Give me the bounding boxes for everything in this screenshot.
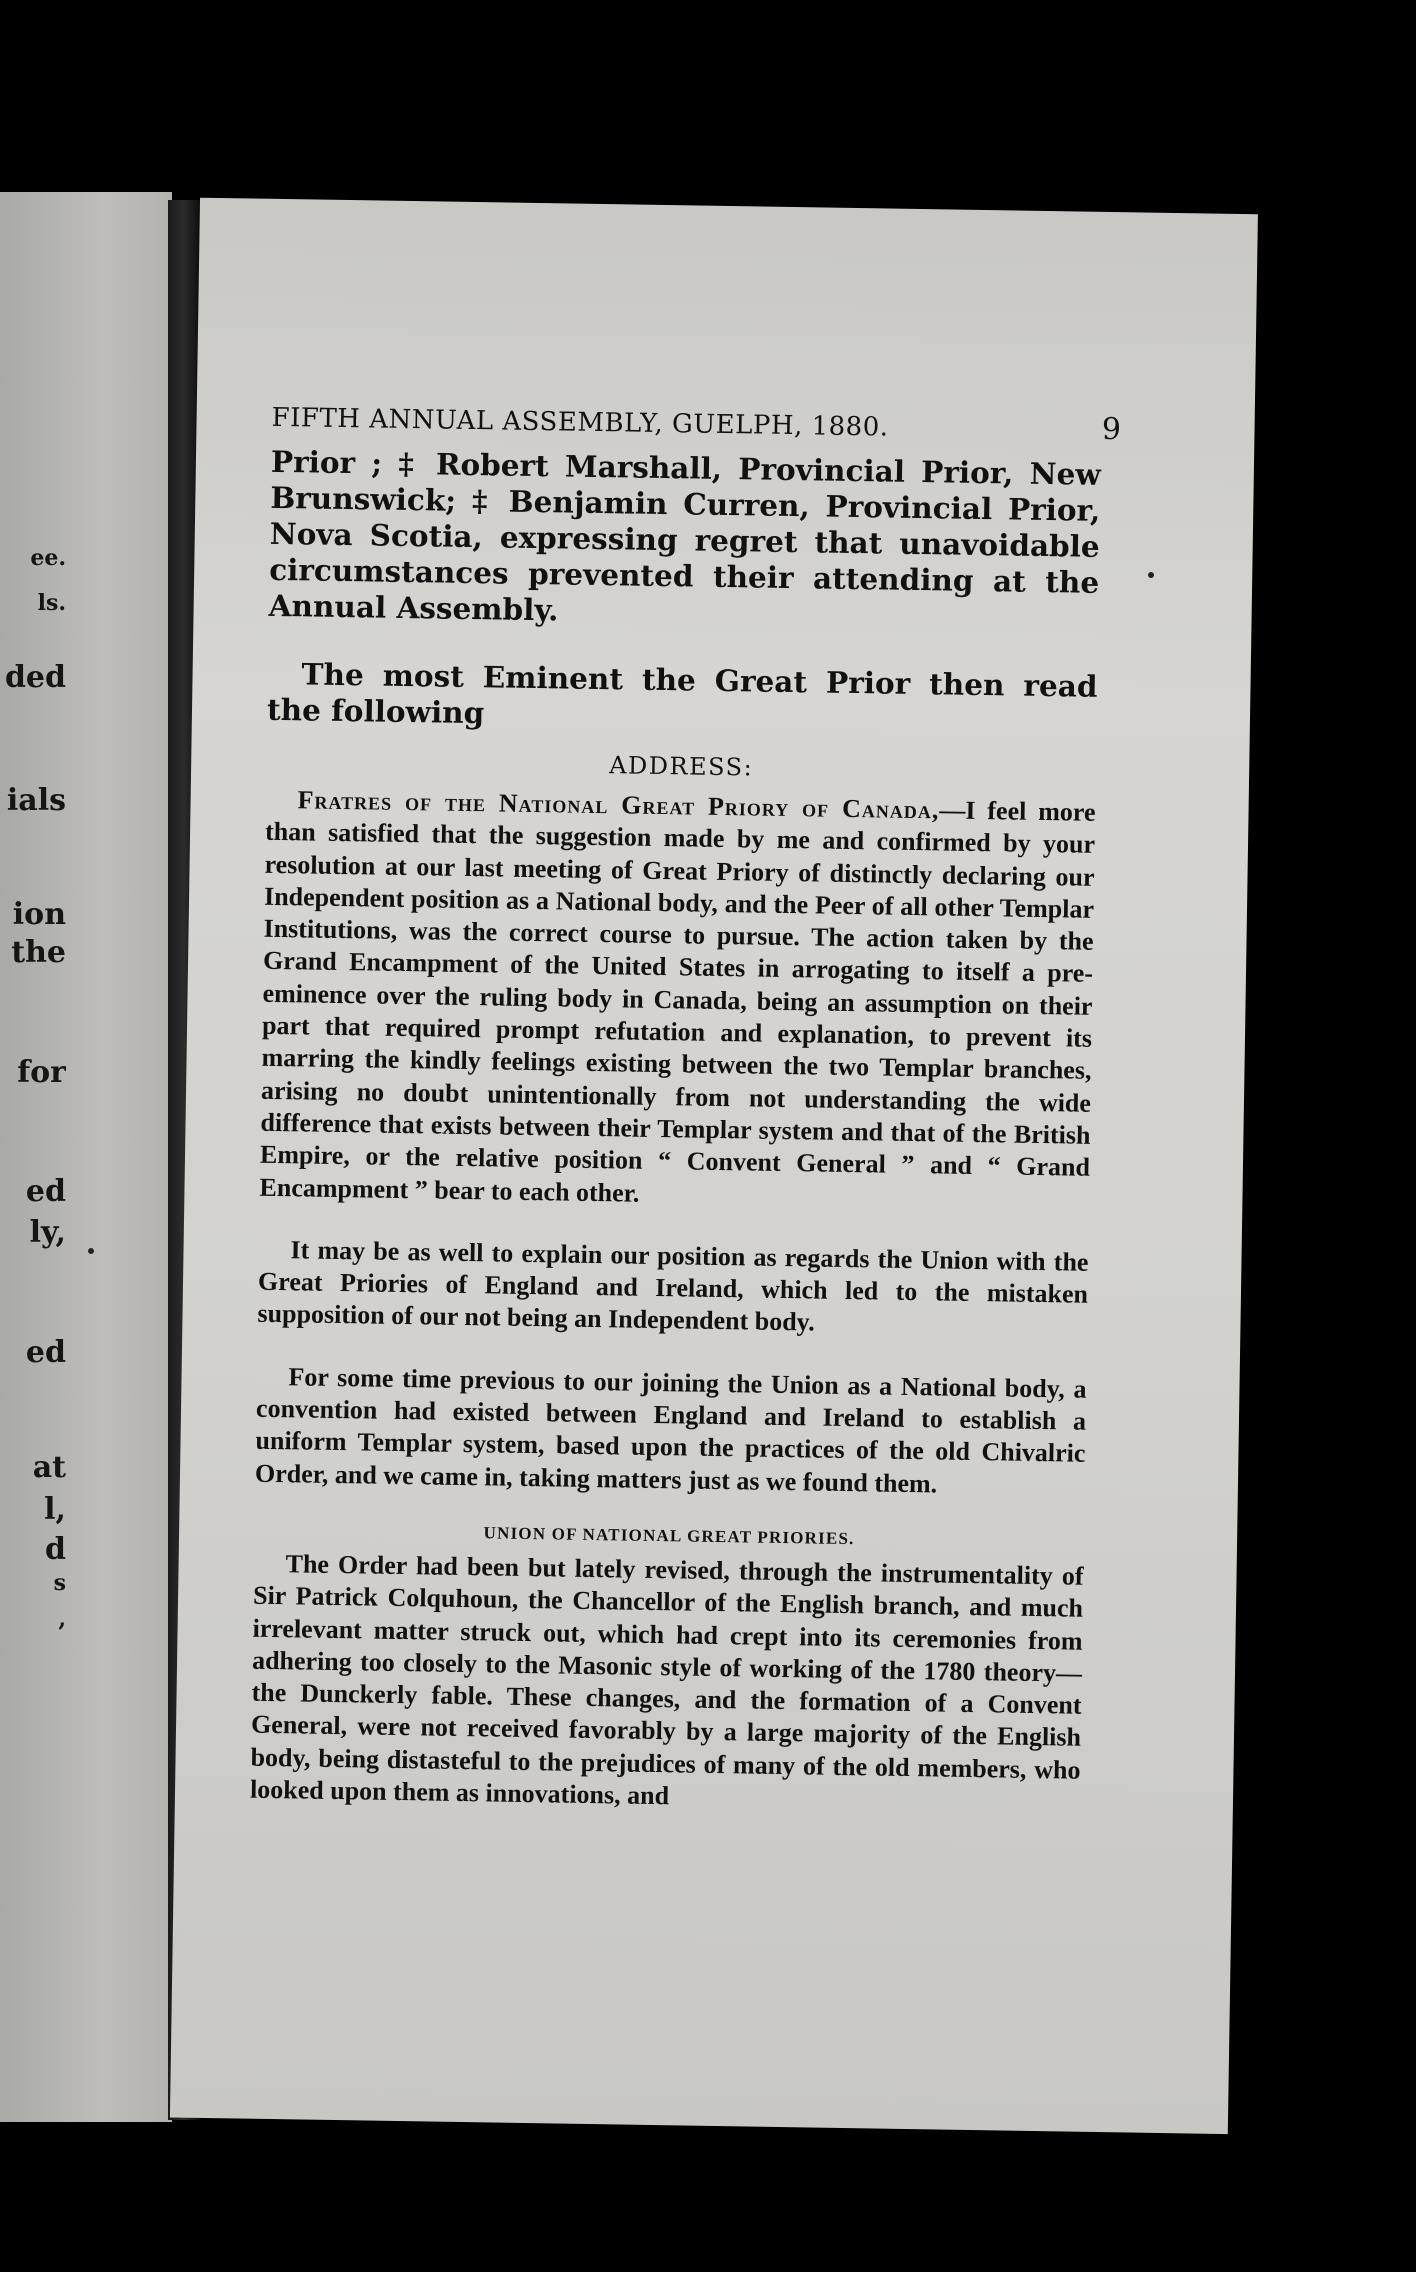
left-page-fragment: ded <box>4 660 66 695</box>
left-page-fragment: ed <box>25 1335 66 1370</box>
running-head <box>271 399 1122 448</box>
page-number: 9 <box>1101 411 1122 448</box>
union-heading: UNION OF NATIONAL GREAT PRIORIES. <box>483 1523 855 1549</box>
scan-speck <box>1148 572 1154 578</box>
left-page-fragment: l, <box>44 1492 66 1527</box>
intro-paragraph: The most Eminent the Great Prior then read the following <box>266 656 1098 731</box>
left-page-fragment: ly, <box>29 1215 66 1250</box>
right-page <box>170 198 1258 2134</box>
page-content <box>249 399 1122 1849</box>
left-page-fragment: s <box>53 1570 66 1596</box>
left-page-fragment: the <box>11 935 66 970</box>
address-paragraph-3: For some time previous to our joining the Union as a National body, a convention had existed between England and Ireland to establish a uniform Templar system, based upon the practices of the old Chivalric Order, and we came in, taking matters just as we found them. <box>254 1361 1087 1499</box>
left-facing-page <box>0 192 172 2122</box>
left-page-fragment: ials <box>6 783 66 818</box>
address-paragraph-2: It may be as well to explain our position as regards the Union with the Great Priories of England and Ireland, which led to the mistaken supposition of our not being an Independent body. <box>257 1235 1089 1337</box>
left-page-fragment: d <box>45 1532 66 1567</box>
left-page-fragment: ed <box>25 1174 66 1209</box>
address-salutation: Fratres of the National Great Priory of Canada, <box>297 785 940 825</box>
left-page-fragment: ion <box>12 897 66 932</box>
left-page-fragment: ee. <box>30 545 66 571</box>
address-heading: ADDRESS: <box>608 751 754 782</box>
left-page-fragment: at <box>32 1450 66 1485</box>
left-page-fragment: ls. <box>37 590 66 616</box>
address-paragraph-1 <box>259 784 1095 1217</box>
running-head-title: FIFTH ANNUAL ASSEMBLY, GUELPH, 1880. <box>271 402 889 443</box>
address-paragraph-1-text: —I feel more than satisfied that the suggestion made by me and confirmed by your resolution at our last meeting of Great Priory of distinctly declaring our Independent position as a National body, and the Peer of all other Templar Institutions, was the correct course to pursue. The action taken by the Grand Encampment of the United States in arrogating to itself a pre-eminence over the ruling body in Canada, being an assumption on their part that required prompt refutation and explanation, to prevent its marring the kindly feelings existing between the two Templar branches, arising no doubt unintentionally from not understanding the wide difference that exists between their Templar system and that of the British Empire, or the relative position “ Convent General ” and “ Grand Encampment ” bear to each other. <box>259 795 1096 1208</box>
opening-paragraph: Prior ; ‡ Robert Marshall, Provincial Prior, New Brunswick; ‡ Benjamin Curren, Provincial Prior, Nova Scotia, expressing regret that unavoidable circumstances prevented their attending at the Annual Assembly. <box>268 443 1102 628</box>
left-page-fragment: , <box>58 1606 66 1632</box>
left-page-fragment: for <box>17 1055 66 1090</box>
union-paragraph-1: The Order had been but lately revised, through the instrumentality of Sir Patrick Colquhoun, the Chancellor of the English branch, and much irrelevant matter struck out, which had crept into its ceremonies from adhering too closely to the Masonic style of working of the 1780 theory—the Dunckerly fable. These changes, and the formation of a Convent General, were not received favorably by a large majority of the English body, being distasteful to the prejudices of many of the old members, who looked upon them as innovations, and <box>249 1549 1084 1811</box>
scan-speck <box>88 1248 94 1254</box>
